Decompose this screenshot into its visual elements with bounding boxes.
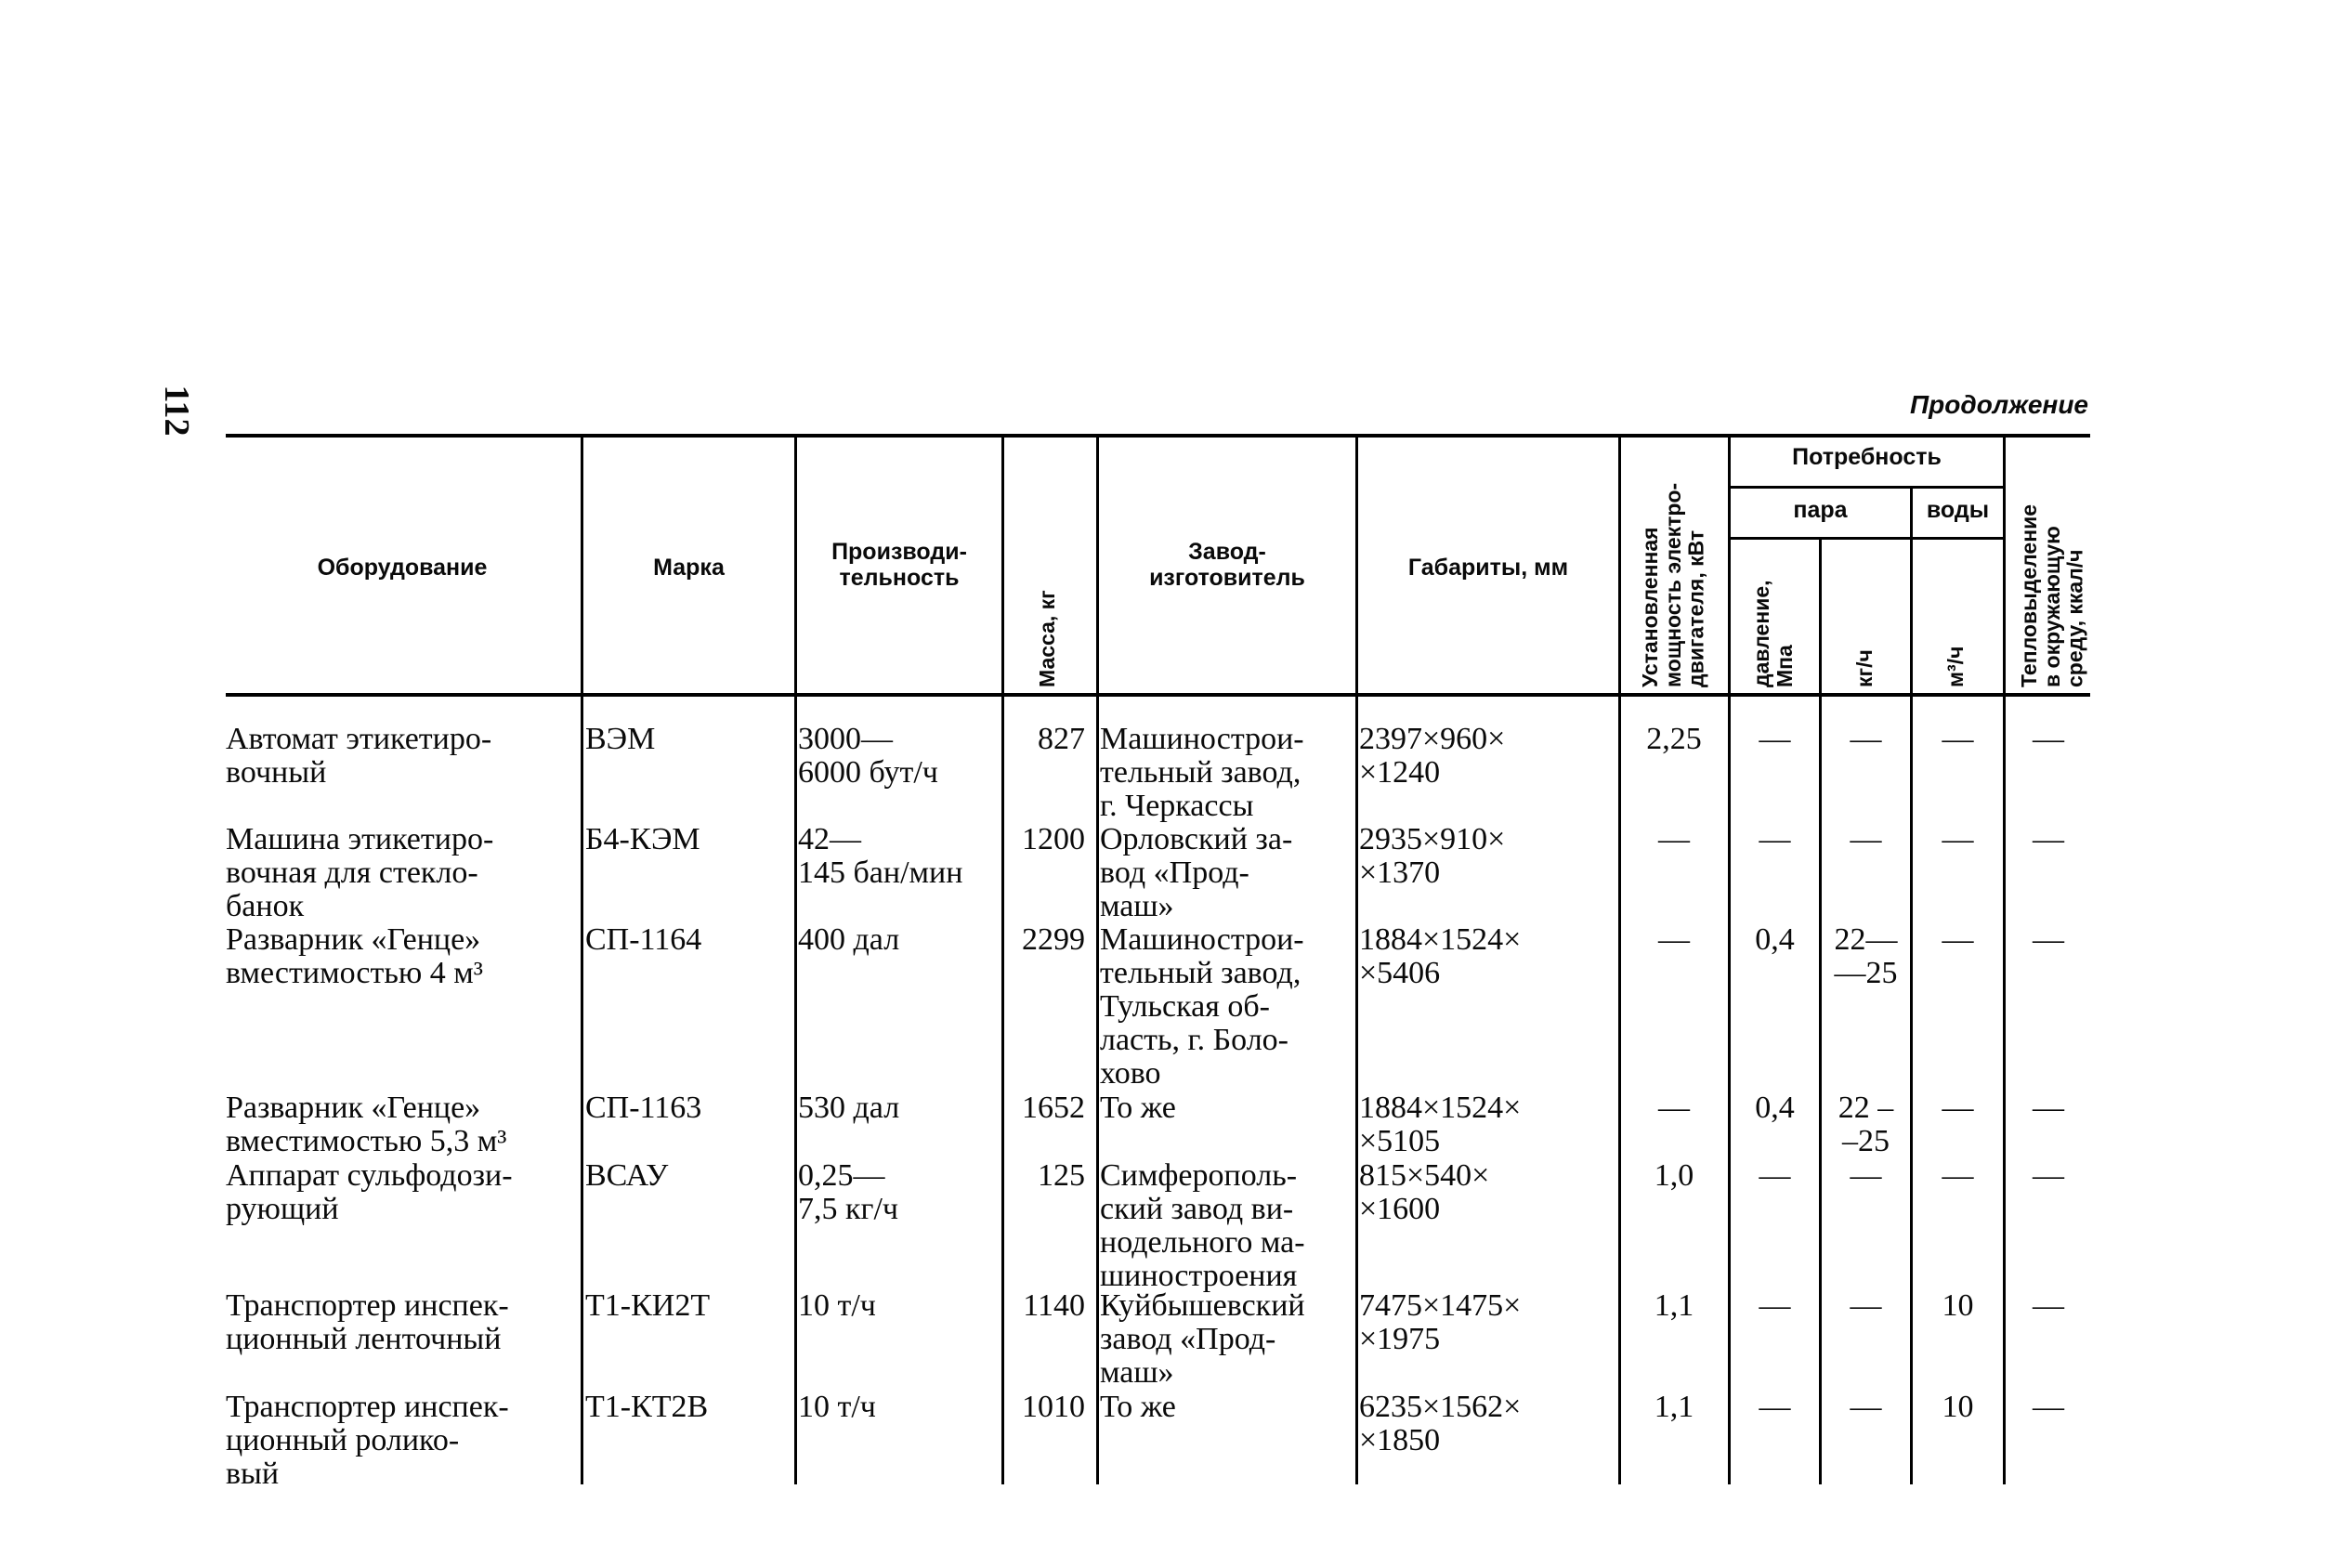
cell-mass: 1140 [1023,1288,1085,1323]
cell-capacity: 10 т/ч [798,1288,876,1323]
cell-water-rate: — [1942,922,1974,957]
header-pressure: давление, Мпа [1749,580,1797,687]
col-sep-heat [2003,437,2006,1484]
header-steam-rate: кг/ч [1852,649,1877,687]
cell-manufacturer: Симферополь- ский завод ви- нодельного ма- шиностроения [1100,1158,1305,1293]
col-sep-pressure [1728,437,1731,1484]
cell-steam-rate: 22 – –25 [1838,1091,1894,1158]
cell-equipment: Разварник «Генце» вместимостью 5,3 м³ [226,1091,507,1158]
cell-dimensions: 815×540× ×1600 [1359,1158,1490,1226]
cell-pressure: — [1759,1158,1791,1193]
cell-equipment: Транспортер инспек- ционный ролико- вый [226,1390,509,1491]
continuation-label: Продолжение [1910,390,2088,419]
cell-heat: — [2033,1158,2064,1193]
cell-heat: — [2033,1390,2064,1424]
table-top-rule [226,434,2090,438]
cell-steam-rate: 22— —25 [1834,922,1898,990]
cell-steam-rate: — [1850,722,1882,756]
cell-water-rate: — [1942,822,1974,856]
cell-dimensions: 2935×910× ×1370 [1359,822,1506,890]
cell-dimensions: 7475×1475× ×1975 [1359,1288,1522,1356]
cell-heat: — [2033,922,2064,957]
cell-steam-rate: — [1850,1158,1882,1193]
cell-mass: 1652 [1022,1091,1085,1125]
cell-mass: 1010 [1022,1390,1085,1424]
cell-power: 1,0 [1654,1158,1694,1193]
cell-mass: 2299 [1022,922,1085,957]
cell-mass: 827 [1038,722,1085,756]
cell-capacity: 42— 145 бан/мин [798,822,963,890]
cell-dimensions: 1884×1524× ×5105 [1359,1091,1522,1158]
header-steam: пара [1793,497,1848,523]
header-water: воды [1926,497,1990,523]
cell-manufacturer: Машинострои- тельный завод, Тульская об- ласть, г. Боло- хово [1100,922,1304,1091]
col-sep-steam-rate [1819,539,1822,1484]
cell-heat: — [2033,722,2064,756]
cell-capacity: 10 т/ч [798,1390,876,1424]
cell-brand: СП-1163 [585,1091,702,1125]
cell-equipment: Аппарат сульфодози- рующий [226,1158,513,1226]
page-number: 112 [157,385,196,437]
col-sep-capacity [794,437,797,1484]
cell-power: — [1658,922,1690,957]
col-sep-power [1618,437,1621,1484]
header-equipment: Оборудование [317,555,488,581]
cell-water-rate: 10 [1942,1390,1974,1424]
cell-power: 2,25 [1646,722,1702,756]
cell-capacity: 0,25— 7,5 кг/ч [798,1158,899,1226]
header-dimensions: Габариты, мм [1407,555,1569,581]
cell-pressure: — [1759,722,1791,756]
cell-power: — [1658,822,1690,856]
cell-brand: ВСАУ [585,1158,669,1193]
cell-brand: СП-1164 [585,922,702,957]
cell-pressure: — [1759,1390,1791,1424]
cell-power: — [1658,1091,1690,1125]
steam-water-rule [1730,537,2003,540]
col-sep-mass [1001,437,1004,1484]
col-sep-brand [581,437,583,1484]
cell-dimensions: 6235×1562× ×1850 [1359,1390,1522,1457]
cell-brand: Т1-КИ2Т [585,1288,711,1323]
cell-equipment: Автомат этикетиро- вочный [226,722,492,790]
cell-dimensions: 1884×1524× ×5406 [1359,922,1522,990]
consumption-rule [1730,486,2003,489]
cell-equipment: Машина этикетиро- вочная для стекло- банок [226,822,494,923]
cell-water-rate: 10 [1942,1288,1974,1323]
cell-water-rate: — [1942,1158,1974,1193]
cell-brand: Т1-КТ2В [585,1390,709,1424]
cell-heat: — [2033,1091,2064,1125]
cell-manufacturer: То же [1100,1091,1176,1125]
cell-heat: — [2033,1288,2064,1323]
cell-pressure: 0,4 [1755,922,1795,957]
cell-pressure: — [1759,1288,1791,1323]
cell-manufacturer: Машинострои- тельный завод, г. Черкассы [1100,722,1304,823]
cell-dimensions: 2397×960× ×1240 [1359,722,1506,790]
cell-water-rate: — [1942,722,1974,756]
cell-brand: ВЭМ [585,722,656,756]
cell-pressure: 0,4 [1755,1091,1795,1125]
cell-mass: 1200 [1022,822,1085,856]
cell-power: 1,1 [1654,1288,1694,1323]
cell-manufacturer: То же [1100,1390,1176,1424]
cell-steam-rate: — [1850,822,1882,856]
header-manufacturer: Завод- изготовитель [1149,539,1305,591]
header-mass: Масса, кг [1035,590,1059,687]
cell-steam-rate: — [1850,1390,1882,1424]
col-sep-dimensions [1355,437,1358,1484]
header-capacity: Производи- тельность [831,539,967,591]
cell-mass: 125 [1038,1158,1085,1193]
cell-capacity: 3000— 6000 бут/ч [798,722,938,790]
cell-brand: Б4-КЭМ [585,822,700,856]
header-power: Установленная мощность электро- двигателя, кВт [1638,482,1708,687]
cell-steam-rate: — [1850,1288,1882,1323]
cell-equipment: Транспортер инспек- ционный ленточный [226,1288,509,1356]
cell-manufacturer: Куйбышевский завод «Прод- маш» [1100,1288,1305,1390]
cell-heat: — [2033,822,2064,856]
cell-pressure: — [1759,822,1791,856]
cell-water-rate: — [1942,1091,1974,1125]
header-heat: Тепловыделение в окружающую среду, ккал/ч [2017,503,2087,687]
header-bottom-rule [226,693,2090,697]
cell-capacity: 530 дал [798,1091,900,1125]
cell-manufacturer: Орловский за- вод «Прод- маш» [1100,822,1293,923]
header-consumption: Потребность [1792,444,1942,470]
header-water-rate: м³/ч [1943,646,1968,687]
col-sep-manufacturer [1096,437,1099,1484]
cell-power: 1,1 [1654,1390,1694,1424]
col-sep-water [1910,488,1913,1484]
cell-equipment: Разварник «Генце» вместимостью 4 м³ [226,922,483,990]
cell-capacity: 400 дал [798,922,900,957]
header-brand: Марка [653,555,725,581]
